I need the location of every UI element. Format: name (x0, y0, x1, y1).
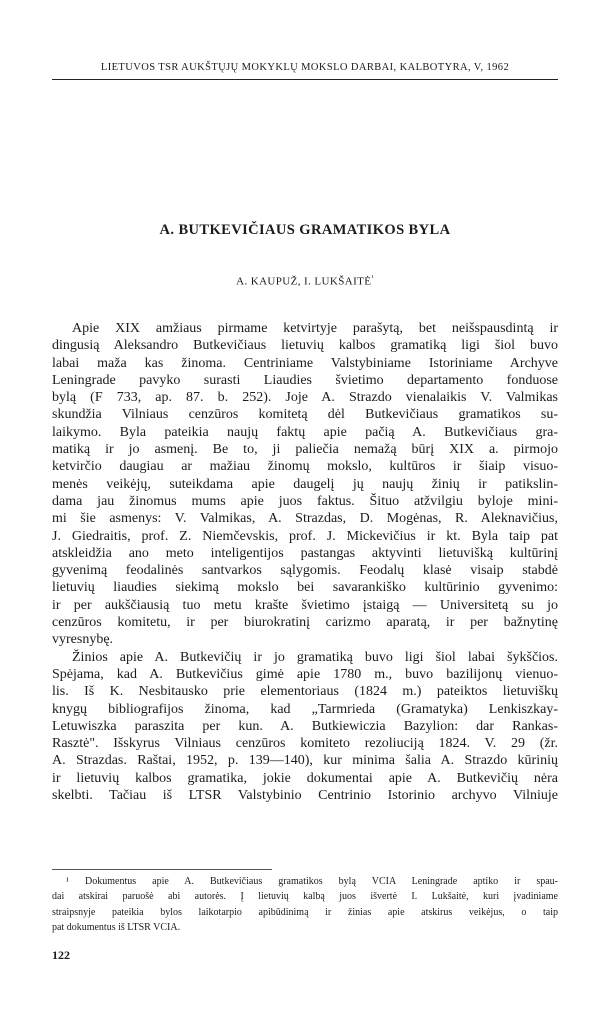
page-number: 122 (52, 948, 70, 962)
body-line: cenzūros komitetu, ir per biurokratinį carizmo aparatą, ir per bažnytinę (52, 615, 558, 631)
body-line: Rasztė". Išskyrus Vilniaus cenzūros komiteto rezoliuciją 1824. V. 29 (žr. (52, 736, 558, 752)
body-line: Leningrade pavyko surasti Liaudies švietimo departamento fonduose (52, 372, 558, 388)
body-line: Letuwiszka paraszita per kun. A. Butkiewiczia Bazylion: dar Rankas- (52, 718, 558, 734)
article-authors (0, 274, 610, 288)
footnote-line: pat dokumentus iš LTSR VCIA. (52, 921, 181, 933)
footnote-line: straipsnyje pateikia bylos laikotarpio apibūdinimą ir žinias apie atskirus veikėjus, o taip (52, 906, 558, 918)
footnote-rule (52, 869, 272, 870)
body-line: Spėjama, kad A. Butkevičius gimė apie 1780 m., buvo bazilijonų vienuo- (52, 666, 558, 682)
body-line: ir lietuvių kalbos gramatika, jokie dokumentai apie A. Butkevičių nėra (52, 770, 558, 786)
body-line: laikymo. Byla pateikia naujų faktų apie pačią A. Butkevičiaus gra- (52, 424, 558, 440)
body-text (52, 320, 558, 804)
body-line: A. Strazdas. Raštai, 1952, p. 139—140), kur minima šalia A. Strazdo kūrinių (52, 753, 558, 769)
author-footnote-mark: ¹ (371, 274, 374, 282)
header-rule (52, 79, 558, 80)
body-line: skelbti. Tačiau iš LTSR Valstybinio Centrinio Istorinio archyvo Vilniuje (52, 788, 558, 804)
body-line: J. Giedraitis, prof. Z. Niemčevskis, prof. J. Mickevičius ir kt. Byla taip pat (52, 528, 558, 544)
body-line: ketvirčio daugiau ar mažiau žinomų mokslo, kultūros ir šiaip visuo- (52, 459, 558, 475)
footnote-line: dai atskirai paruošė abi autorės. Į lietuvių kalbą juos išvertė I. Lukšaitė, kuri įvadiniame (52, 891, 558, 903)
footnotes (52, 874, 558, 935)
body-line: gyvenimą feodalinės santvarkos sąlygomis. Feodalų klasė visaip stabdė (52, 563, 558, 579)
body-line: atskleidžia ano meto inteligentijos pastangas aktyvinti lietuvišką kultūrinį (52, 545, 558, 561)
body-line: matiką ir jo asmenį. Be to, ji paliečia nemažą būrį XIX a. pirmojo (52, 442, 558, 458)
authors-text: A. KAUPUŽ, I. LUKŠAITĖ (236, 275, 372, 288)
body-line: mi šie asmenys: V. Valmikas, A. Strazdas, D. Mogėnas, R. Aleknavičius, (52, 511, 558, 527)
footnote-line: ¹ Dokumentus apie A. Butkevičiaus gramatikos bylą VCIA Leningrade aptiko ir spau- (66, 876, 558, 887)
body-line: Apie XIX amžiaus pirmame ketvirtyje parašytą, bet neišspausdintą ir (72, 321, 558, 336)
article-title: A. BUTKEVIČIAUS GRAMATIKOS BYLA (159, 222, 451, 238)
body-line: dama jau žinomus mums apie juos faktus. Šituo atžvilgiu byloje mini- (52, 493, 558, 509)
body-line: Žinios apie A. Butkevičių ir jo gramatiką buvo ligi šiol labai šykščios. (72, 649, 558, 665)
body-line: knygų bibliografijos žinoma, kad „Tarmrieda (Gramatyka) Lenkiszkay- (52, 701, 558, 717)
body-line: labai maža kas žinoma. Centriniame Valstybiniame Istoriniame Archyve (52, 355, 558, 371)
body-line: lietuvių liaudies siekimą mokslo bei savarankiško kultūrinio gyvenimo: (52, 580, 558, 596)
body-line: vyresnybę. (52, 632, 114, 648)
running-header: LIETUVOS TSR AUKŠTŲJŲ MOKYKLŲ MOKSLO DARBAI, KALBOTYRA, V, 1962 (100, 62, 510, 73)
body-line: bylą (F 733, ap. 87. b. 252). Joje A. Strazdo vienalaikis V. Valmikas (52, 390, 558, 406)
body-line: lis. Iš K. Nesbitausko prie elementoriaus (1824 m.) pateiktos lietuviškų (52, 684, 558, 700)
body-line: skundžia Vilniaus cenzūros komitetą dėl Butkevičiaus gramatikos su- (52, 407, 558, 423)
body-line: menės veikėjų, suteikdama apie daugelį jų naujų žinių ir patikslin- (52, 476, 558, 492)
body-line: ir per aukščiausią tuo metu krašte švietimo įstaigą — Universitetą su jo (52, 597, 558, 613)
body-line: dingusią Aleksandro Butkevičiaus lietuvių kalbos gramatiką ligi šiol buvo (52, 338, 558, 354)
